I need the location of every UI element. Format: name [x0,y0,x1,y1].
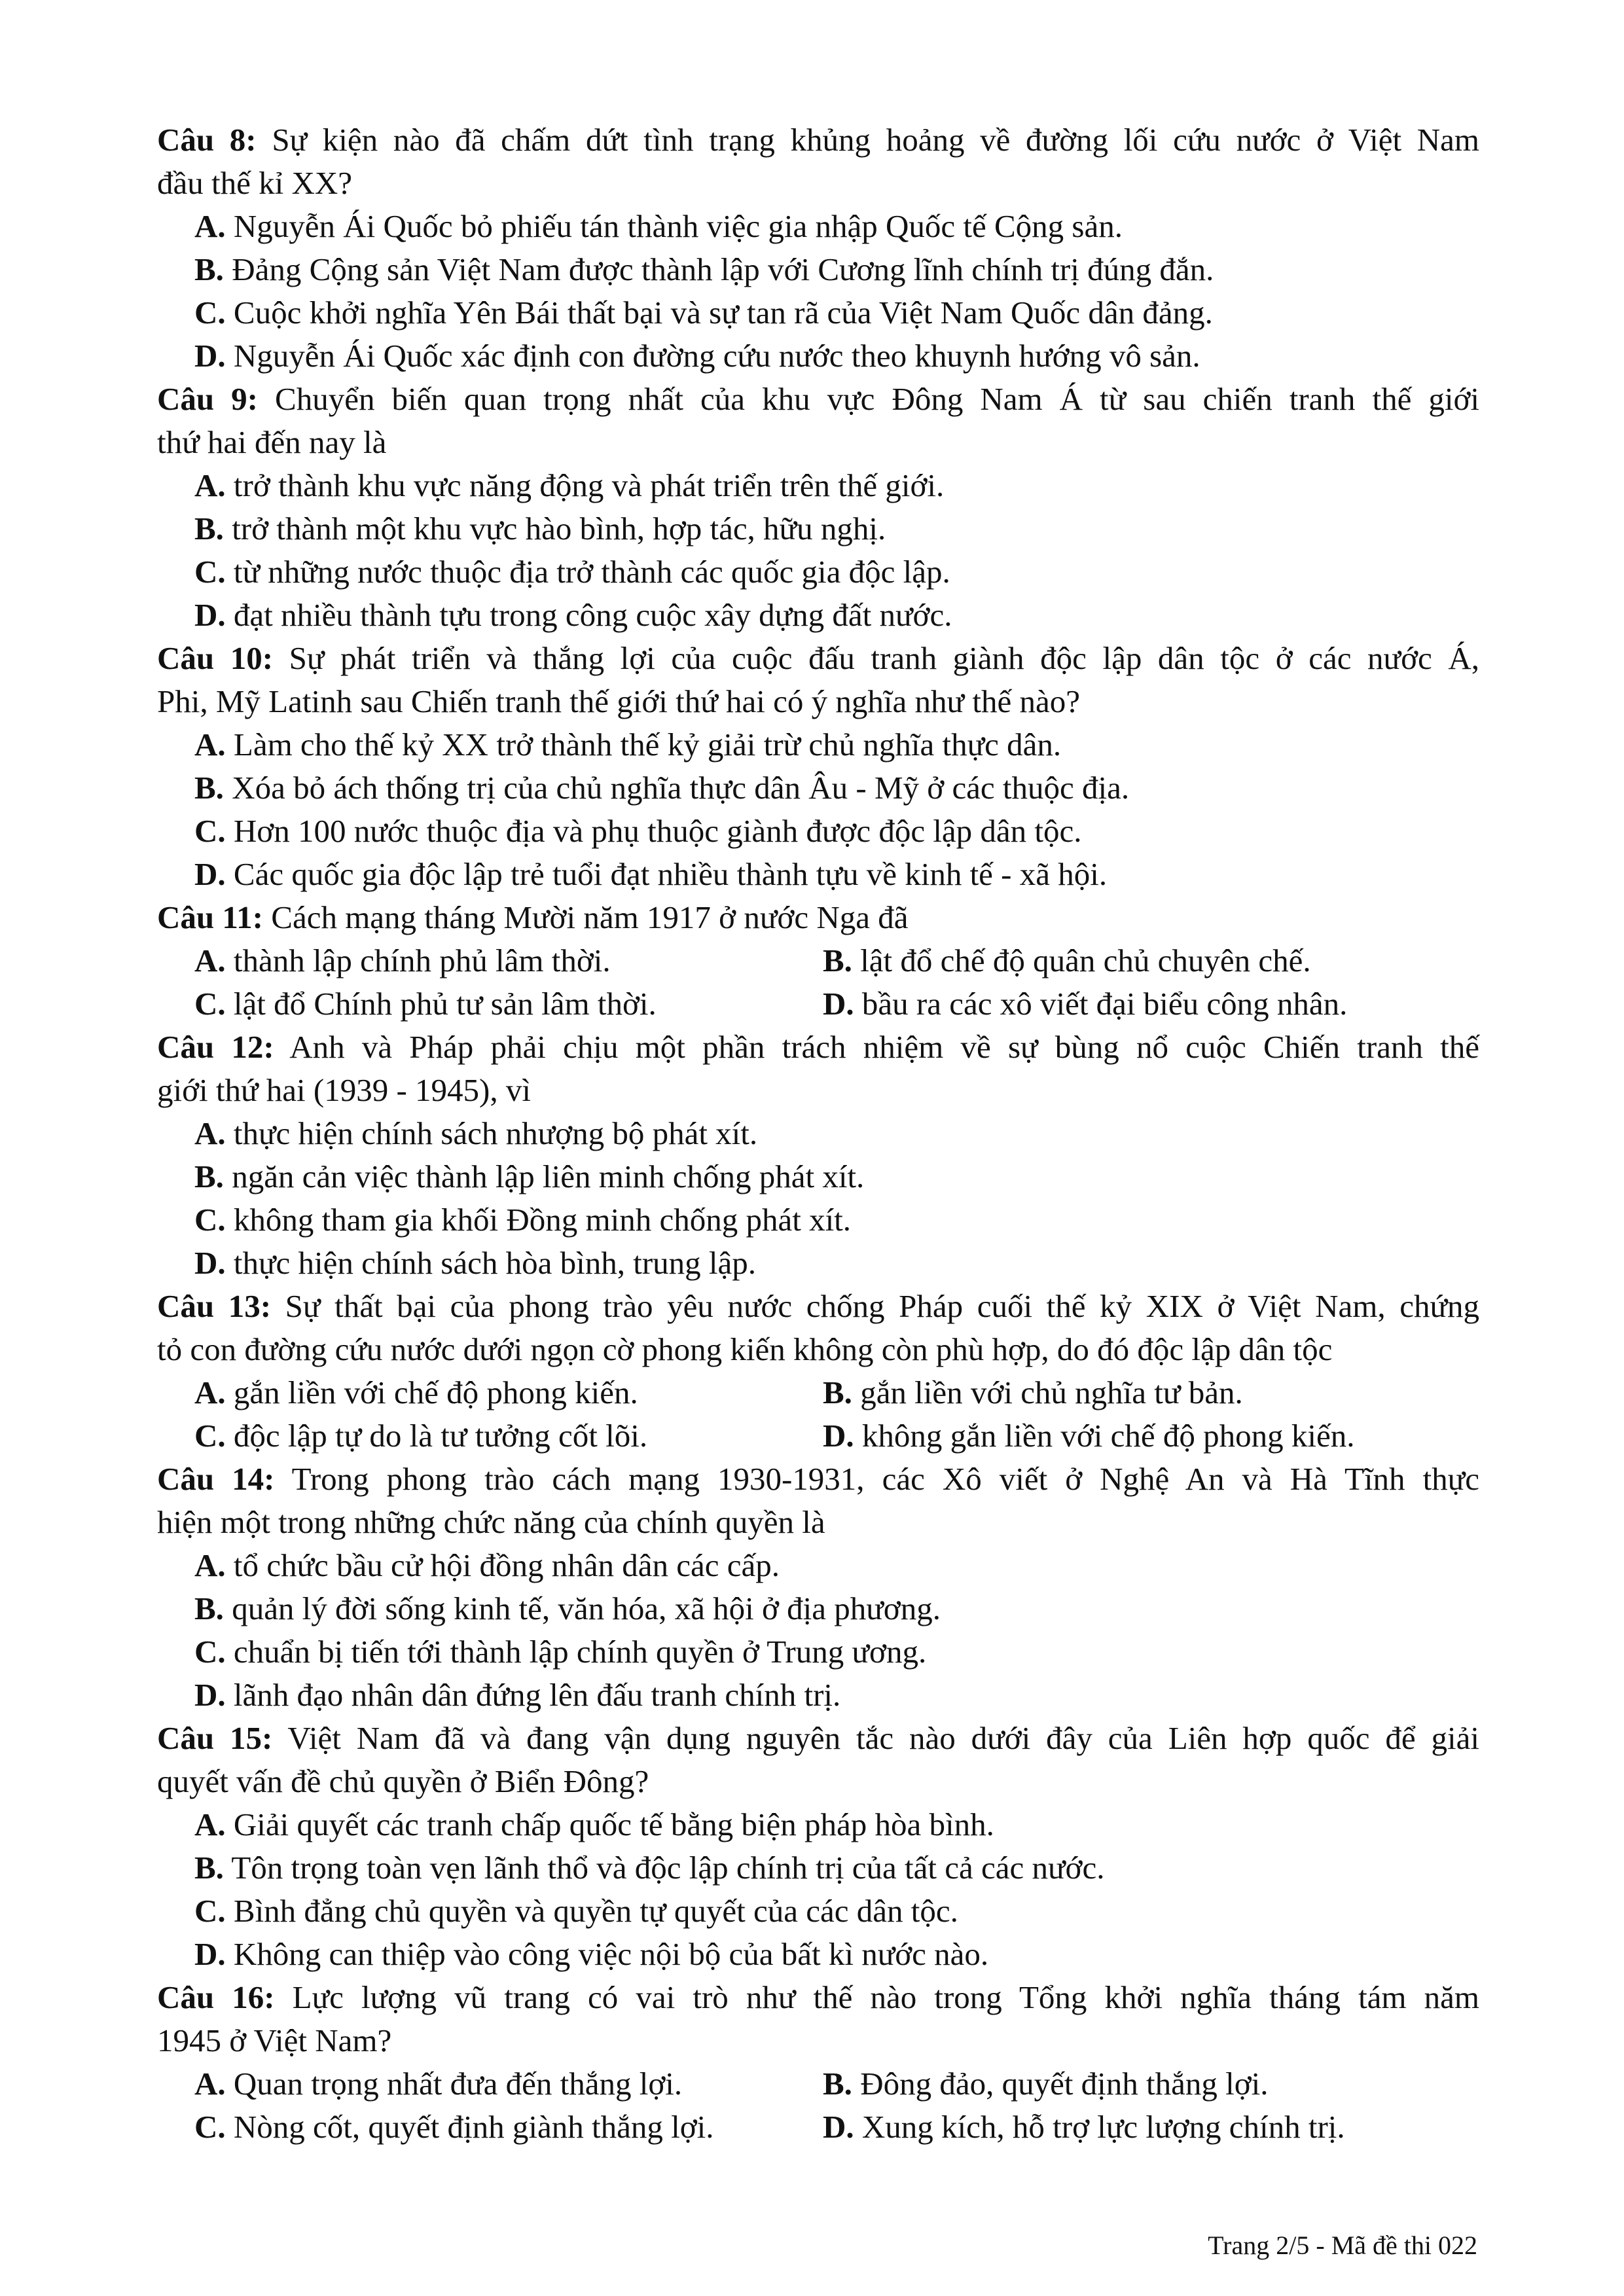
answer-key: B. [194,770,224,806]
answer-key: B. [823,1374,852,1410]
question-number: Câu 9: [157,381,258,417]
answer-key: A. [194,2066,226,2102]
answer-text: gắn liền với chế độ phong kiến. [233,1374,638,1410]
question-15-line [157,1761,1479,1804]
answer-option-c [194,1415,647,1458]
question-text: Phi, Mỹ Latinh sau Chiến tranh thế giới thứ hai có ý nghĩa như thế nào? [157,683,1080,719]
answer-option-a [194,1372,638,1415]
question-16-line [157,2020,1479,2063]
answer-text: bầu ra các xô viết đại biểu công nhân. [861,986,1348,1022]
answer-option-b [194,249,1214,292]
question-text: Sự phát triển và thắng lợi của cuộc đấu tranh giành độc lập dân tộc ở các nước Á, [289,640,1479,676]
answer-key: C. [194,1418,226,1454]
question-number: Câu 13: [157,1288,272,1324]
answer-text: trở thành khu vực năng động và phát triển trên thế giới. [233,467,945,503]
answer-text: thực hiện chính sách nhượng bộ phát xít. [233,1115,758,1151]
question-9-line [157,378,1479,422]
answer-option-c [194,983,657,1026]
answer-option-b [823,2063,1269,2106]
answer-key: D. [194,856,226,892]
page-footer: Trang 2/5 - Mã đề thi 022 [1208,2231,1477,2260]
question-14-line [157,1458,1479,1501]
answer-option-d [823,2106,1345,2149]
answer-text: quản lý đời sống kinh tế, văn hóa, xã hội ở địa phương. [232,1590,941,1626]
question-text: Việt Nam đã và đang vận dụng nguyên tắc nào dưới đây của Liên hợp quốc để giải [287,1720,1479,1756]
answer-text: Xóa bỏ ách thống trị của chủ nghĩa thực dân Âu - Mỹ ở các thuộc địa. [232,770,1130,806]
question-text: 1945 ở Việt Nam? [157,2022,392,2058]
answer-text: Xung kích, hỗ trợ lực lượng chính trị. [861,2109,1345,2145]
answer-text: ngăn cản việc thành lập liên minh chống phát xít. [232,1158,865,1194]
question-text: giới thứ hai (1939 - 1945), vì [157,1072,531,1108]
answer-option-d [194,853,1107,897]
answer-text: lật đổ chế độ quân chủ chuyên chế. [860,942,1311,978]
answer-text: Không can thiệp vào công việc nội bộ của bất kì nước nào. [233,1936,989,1972]
question-9-line [157,422,1479,465]
answer-text: đạt nhiều thành tựu trong công cuộc xây dựng đất nước. [233,597,952,633]
answer-option-a [194,465,944,508]
answer-key: D. [194,1936,226,1972]
answer-key: C. [194,295,226,331]
question-text: Sự thất bại của phong trào yêu nước chống Pháp cuối thế kỷ XIX ở Việt Nam, chứng [285,1288,1479,1324]
answer-option-c [194,2106,713,2149]
question-number: Câu 16: [157,1979,275,2015]
answer-key: A. [194,942,226,978]
answer-option-b [194,767,1129,810]
answer-key: D. [194,1677,226,1713]
question-number: Câu 15: [157,1720,273,1756]
question-text: Lực lượng vũ trang có vai trò như thế nào trong Tổng khởi nghĩa tháng tám năm [292,1979,1480,2015]
answer-key: B. [194,1590,224,1626]
answer-option-c [194,292,1213,335]
answer-option-a [194,1113,757,1156]
answer-text: từ những nước thuộc địa trở thành các quốc gia độc lập. [233,554,950,590]
answer-key: A. [194,467,226,503]
answer-option-b [194,1588,941,1631]
answer-text: tổ chức bầu cử hội đồng nhân dân các cấp. [233,1547,780,1583]
answer-text: Giải quyết các tranh chấp quốc tế bằng biện pháp hòa bình. [233,1806,994,1842]
answer-text: Nguyễn Ái Quốc xác định con đường cứu nước theo khuynh hướng vô sản. [233,338,1200,374]
answer-key: B. [194,251,224,287]
answer-text: thành lập chính phủ lâm thời. [233,942,611,978]
answer-option-d [194,1242,756,1285]
answer-text: gắn liền với chủ nghĩa tư bản. [860,1374,1243,1410]
answer-key: A. [194,1374,226,1410]
answer-key: C. [194,1634,226,1670]
answer-option-a [194,940,611,983]
answer-text: Bình đẳng chủ quyền và quyền tự quyết của các dân tộc. [233,1893,958,1929]
answer-text: Làm cho thế kỷ XX trở thành thế kỷ giải trừ chủ nghĩa thực dân. [233,726,1062,762]
answer-key: C. [194,554,226,590]
answer-option-c [194,1199,851,1242]
question-text: hiện một trong những chức năng của chính quyền là [157,1504,825,1540]
answer-option-c [194,810,1082,853]
answer-option-a [194,2063,682,2106]
question-8-line [157,119,1479,162]
answer-option-a [194,1804,994,1847]
answer-option-d [194,594,952,637]
answer-key: B. [194,1850,224,1886]
answer-option-b [194,508,886,551]
answer-text: lật đổ Chính phủ tư sản lâm thời. [233,986,657,1022]
answer-option-c [194,1631,926,1674]
question-12-line [157,1026,1479,1069]
answer-text: Quan trọng nhất đưa đến thắng lợi. [233,2066,683,2102]
answer-text: Cuộc khởi nghĩa Yên Bái thất bại và sự tan rã của Việt Nam Quốc dân đảng. [233,295,1213,331]
answer-text: chuẩn bị tiến tới thành lập chính quyền ở Trung ương. [233,1634,927,1670]
answer-text: không tham gia khối Đồng minh chống phát xít. [233,1202,852,1238]
question-number: Câu 10: [157,640,274,676]
answer-key: B. [194,511,224,547]
answer-option-a [194,1545,780,1588]
question-16-line [157,1977,1479,2020]
question-10-line [157,681,1479,724]
answer-key: B. [194,1158,224,1194]
answer-key: A. [194,1115,226,1151]
answer-option-b [194,1156,864,1199]
question-text: Cách mạng tháng Mười năm 1917 ở nước Nga đã [271,899,909,935]
answer-key: C. [194,1202,226,1238]
question-text: Anh và Pháp phải chịu một phần trách nhiệm về sự bùng nổ cuộc Chiến tranh thế [289,1029,1480,1065]
answer-text: Đảng Cộng sản Việt Nam được thành lập với Cương lĩnh chính trị đúng đắn. [232,251,1214,287]
question-text: đầu thế kỉ XX? [157,165,352,201]
answer-option-c [194,1890,958,1933]
answer-text: Hơn 100 nước thuộc địa và phụ thuộc giành được độc lập dân tộc. [233,813,1082,849]
answer-text: thực hiện chính sách hòa bình, trung lập. [233,1245,757,1281]
answer-key: D. [823,2109,854,2145]
answer-key: D. [823,986,854,1022]
question-text: Sự kiện nào đã chấm dứt tình trạng khủng hoảng về đường lối cứu nước ở Việt Nam [272,122,1479,158]
question-text: Chuyển biến quan trọng nhất của khu vực Đông Nam Á từ sau chiến tranh thế giới [275,381,1480,417]
question-13-line [157,1329,1479,1372]
question-text: quyết vấn đề chủ quyền ở Biển Đông? [157,1763,649,1799]
answer-text: trở thành một khu vực hào bình, hợp tác, hữu nghị. [232,511,886,547]
answer-key: D. [194,338,226,374]
question-13-line [157,1285,1479,1329]
question-text: thứ hai đến nay là [157,424,387,460]
answer-option-d [823,983,1347,1026]
answer-option-b [823,940,1311,983]
answer-key: B. [823,942,852,978]
question-12-line [157,1069,1479,1113]
answer-key: C. [194,986,226,1022]
answer-key: C. [194,813,226,849]
answer-key: D. [823,1418,854,1454]
answer-option-a [194,206,1123,249]
answer-text: Nguyễn Ái Quốc bỏ phiếu tán thành việc gia nhập Quốc tế Cộng sản. [233,208,1123,244]
question-15-line [157,1717,1479,1761]
answer-option-b [194,1847,1104,1890]
answer-text: Tôn trọng toàn vẹn lãnh thổ và độc lập chính trị của tất cả các nước. [231,1850,1105,1886]
answer-key: D. [194,1245,226,1281]
answer-option-c [194,551,950,594]
answer-option-d [194,1933,988,1977]
answer-option-d [194,1674,840,1717]
question-number: Câu 8: [157,122,257,158]
answer-text: Đông đảo, quyết định thắng lợi. [860,2066,1269,2102]
answer-option-a [194,724,1061,767]
answer-key: A. [194,1547,226,1583]
answer-text: Các quốc gia độc lập trẻ tuổi đạt nhiều thành tựu về kinh tế - xã hội. [233,856,1108,892]
answer-key: C. [194,2109,226,2145]
answer-key: A. [194,208,226,244]
question-8-line [157,162,1479,206]
answer-key: B. [823,2066,852,2102]
answer-key: A. [194,726,226,762]
answer-text: lãnh đạo nhân dân đứng lên đấu tranh chính trị. [233,1677,841,1713]
question-number: Câu 12: [157,1029,274,1065]
answer-key: D. [194,597,226,633]
question-14-line [157,1501,1479,1545]
question-number: Câu 14: [157,1461,275,1497]
answer-text: độc lập tự do là tư tưởng cốt lõi. [233,1418,648,1454]
question-text: tỏ con đường cứu nước dưới ngọn cờ phong kiến không còn phù hợp, do đó độc lập dân tộc [157,1331,1333,1367]
answer-key: A. [194,1806,226,1842]
answer-key: C. [194,1893,226,1929]
answer-option-d [194,335,1200,378]
answer-text: không gắn liền với chế độ phong kiến. [861,1418,1355,1454]
question-number: Câu 11: [157,899,264,935]
question-10-line [157,637,1479,681]
question-text: Trong phong trào cách mạng 1930-1931, các Xô viết ở Nghệ An và Hà Tĩnh thực [291,1461,1479,1497]
answer-option-b [823,1372,1243,1415]
answer-option-d [823,1415,1355,1458]
answer-text: Nòng cốt, quyết định giành thắng lợi. [233,2109,714,2145]
question-11-line [157,897,1479,940]
